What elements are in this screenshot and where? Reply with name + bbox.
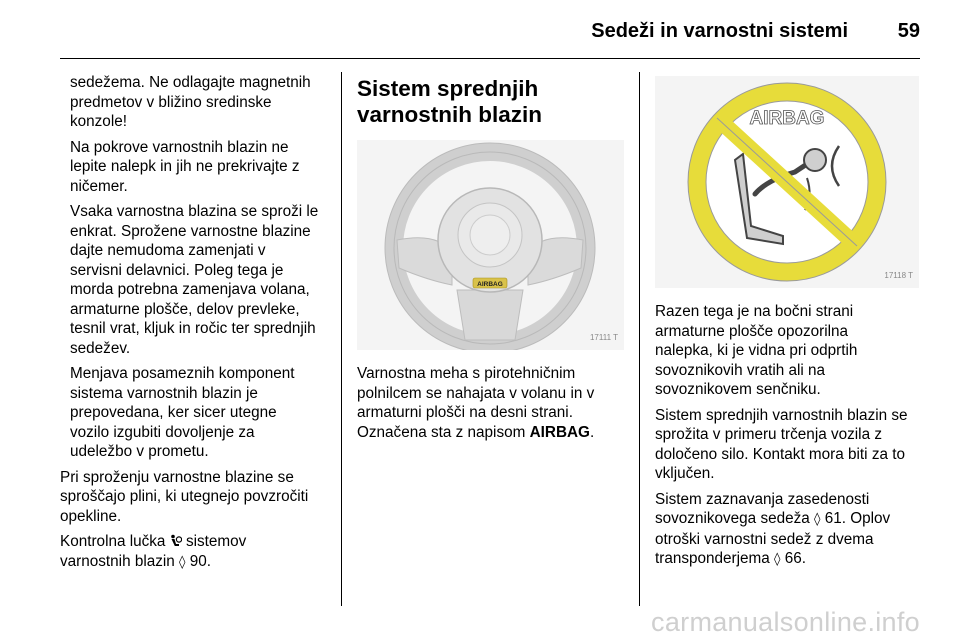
figure-code: 17111 T: [589, 332, 618, 342]
page-reference: 90.: [185, 552, 211, 570]
airbag-lamp-icon: [170, 534, 182, 548]
column-divider-left: [341, 72, 342, 606]
paragraph-airbag-location: [357, 364, 627, 442]
reference-arrow-icon: ◊: [814, 512, 821, 527]
paragraph-control-lamp: [60, 532, 332, 572]
page-number: 59: [897, 20, 920, 42]
steering-wheel-figure: [357, 140, 624, 350]
airbag-warning-figure: [655, 76, 919, 288]
column-divider-right: [639, 72, 640, 606]
airbag-keyword: AIRBAG: [529, 423, 590, 441]
right-column: [655, 76, 923, 576]
text-segment: Kontrolna lučka: [60, 533, 170, 550]
paragraph-occupant-detection: [655, 490, 923, 570]
page-reference: 66.: [780, 550, 806, 567]
paragraph-deployment: Sistem sprednjih varnostnih blazin se sprožita v primeru trčenja vozila z določeno silo. Kontakt mora biti za to vključen.: [655, 406, 908, 482]
text-segment: 61. Oplov otroški varnostni sedež z dvema transponderjema: [655, 510, 891, 567]
middle-column: [357, 76, 627, 448]
paragraph-deploy-once: Vsaka varnostna blazina se sproži le enkrat. Sprožene varnostne blazine dajte nemudoma zamenjati v servisni delavnici. Poleg tega je morda potrebna zamenjava volana, armaturne plošče, delov prevleke, tesnil vrat, kljuk in ročic ter sprednjih sedežev.: [70, 203, 319, 357]
running-header: Sedeži in varnostni sistemi: [591, 20, 848, 42]
steering-wheel-illustration: [357, 140, 624, 350]
text-segment: Sistem zaznavanja zasedenosti sovoznikovega sedeža: [655, 490, 870, 527]
figure-code: 17118 T: [884, 270, 913, 280]
paragraph-modification: Menjava posameznih komponent sistema varnostnih blazin je prepovedana, ker sicer utegne vozilo izgubiti dovoljenje za udeležbo v prometu.: [70, 365, 295, 460]
paragraph-stickers: Na pokrove varnostnih blazin ne lepite nalepk in jih ne prekrivajte z ničemer.: [70, 138, 300, 195]
left-column: [60, 73, 332, 578]
reference-arrow-icon: ◊: [179, 554, 186, 570]
reference-arrow-icon: ◊: [774, 552, 781, 567]
paragraph-warning-label: Razen tega je na bočni strani armaturne plošče opozorilna nalepka, ki je vidna pri odprtih sovoznikovih vratih ali na sovoznikovem senčniku.: [655, 303, 858, 398]
text-segment: Varnostna meha s pirotehničnim polnilcem se nahajata v volanu in v armaturni plošči na desni strani. Označena sta z napisom: [357, 365, 595, 441]
paragraph-gases: Pri sproženju varnostne blazine se sproščajo plini, ki utegnejo povzročiti opekline.: [60, 468, 309, 525]
no-child-seat-sign: [655, 76, 919, 288]
watermark: carmanualsonline.info: [651, 607, 920, 637]
steering-airbag-label: AIRBAG: [477, 281, 503, 288]
text-segment: sistemov varnostnih blazin: [60, 533, 247, 570]
section-title: Sistem sprednjih varnostnih blazin: [357, 76, 543, 127]
header-rule: [60, 58, 920, 59]
sign-airbag-text: AIRBAG: [749, 108, 825, 129]
paragraph-magnets: sedežema. Ne odlagajte magnetnih predmetov v bližino sredinske konzole!: [70, 74, 311, 130]
text-segment: .: [589, 423, 595, 441]
